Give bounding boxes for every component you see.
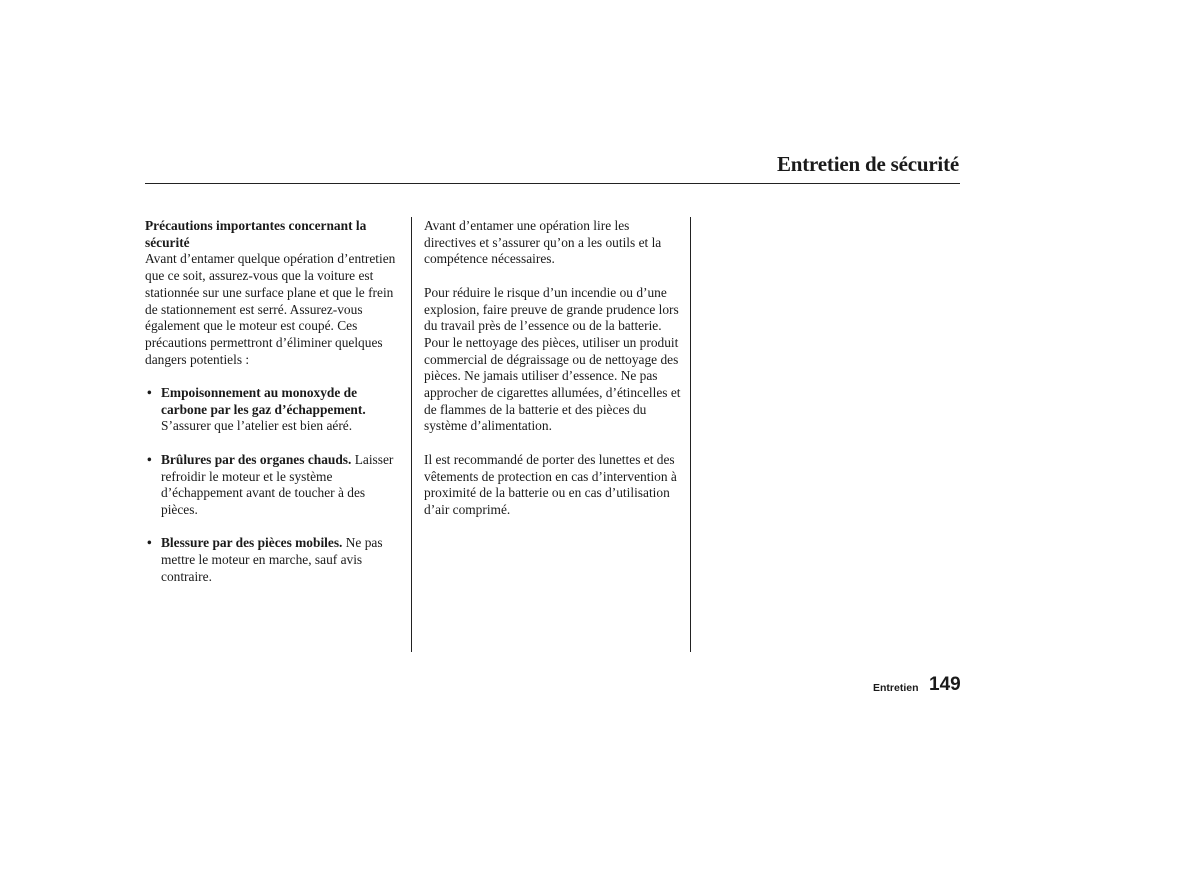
column-divider-right — [690, 217, 691, 652]
intro-paragraph: Avant d’entamer quelque opération d’entretien que ce soit, assurez-vous que la voiture est stationnée sur une surface plane et que le frein de stationnement est serré. Assurez-vous également que le moteur est coupé. Ces précautions permettront d’éliminer quelques dangers potentiels : — [145, 251, 396, 367]
bullet-text: Ne pas mettre le moteur en marche, sauf avis contraire. — [161, 535, 383, 584]
bullet-title: Empoisonnement au monoxyde de carbone par les gaz d’échappement. — [161, 385, 366, 417]
bullet-dot-icon: • — [147, 385, 152, 401]
bullet-title: Brûlures par des organes chauds. — [161, 451, 352, 467]
bullet-text: S’assurer que l’atelier est bien aéré. — [161, 418, 353, 434]
bullet-dot-icon: • — [147, 535, 152, 551]
bullet-item — [145, 452, 397, 519]
bullet-dot-icon: • — [147, 451, 152, 467]
column-divider-left — [411, 217, 412, 652]
paragraph: Avant d’entamer une opération lire les directives et s’assurer qu’on a les outils et la compétence nécessaires. — [424, 218, 662, 267]
middle-column — [424, 218, 682, 519]
page-header-title: Entretien de sécurité — [776, 152, 959, 176]
paragraph: Il est recommandé de porter des lunettes et des vêtements de protection en cas d’intervention à proximité de la batterie ou en cas d’utilisation d’air comprimé. — [424, 451, 677, 517]
footer-section-label: Entretien — [873, 682, 919, 694]
left-column — [145, 218, 397, 585]
bullet-text: Laisser refroidir le moteur et le système d’échappement avant de toucher à des pièces. — [161, 451, 394, 517]
page-number: 149 — [929, 674, 961, 695]
header-rule — [145, 183, 960, 184]
section-heading: Précautions importantes concernant la sécurité — [145, 218, 367, 250]
bullet-item — [145, 385, 397, 435]
paragraph: Pour réduire le risque d’un incendie ou d’une explosion, faire preuve de grande prudence lors du travail près de l’essence ou de la batterie. Pour le nettoyage des pièces, utiliser un produit commercial de dégraissage ou de nettoyage des pièces. Ne jamais utiliser d’essence. Ne pas approcher de cigarettes allumées, d’étincelles et de flammes de la batterie et des pièces du système d’alimentation. — [424, 284, 681, 434]
bullet-item — [145, 535, 397, 585]
bullet-title: Blessure par des pièces mobiles. — [161, 535, 343, 551]
